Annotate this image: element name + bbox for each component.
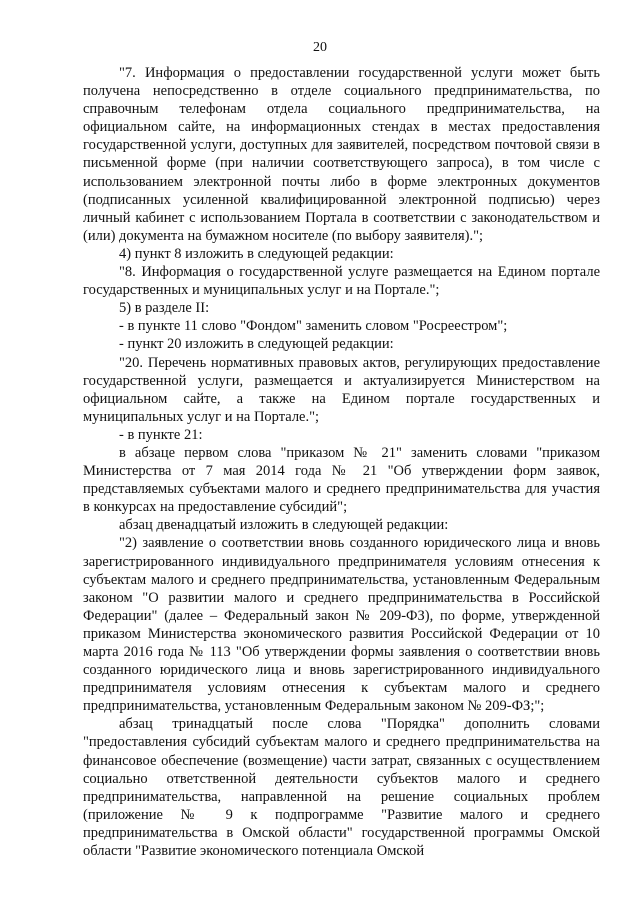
paragraph-amendment-5: 5) в разделе II: (119, 300, 210, 317)
page-number: 20 (313, 40, 327, 55)
paragraph-abzac-12-intro: абзац двенадцатый изложить в следующей редакции: (119, 517, 449, 534)
paragraph-item-7: "7. Информация о предоставлении государственной услуги может быть получена непосредственно в отделе социального предпринимательства, по справочным телефонам отдела социального предпринимательства, на официальном сайте, на информационных стендах в местах предоставления государственной услуги, доступных для заявителей, посредством почтовой связи в письменной форме (при наличии соответствующего запроса), в том числе с использованием электронной почты либо в форме электронных документов (подписанных усиленной квалифицированной электронной подписью) через личный кабинет с использованием Портала в соответствии с законодательством и (или) документа на бумажном носителе (по выбору заявителя)."; (83, 65, 600, 244)
paragraph-amendment-4: 4) пункт 8 изложить в следующей редакции: (119, 245, 394, 262)
paragraph-abzac-13: абзац тринадцатый после слова "Порядка" дополнить словами "предоставления субсидий субъектам малого и среднего предпринимательства на финансовое обеспечение (возмещение) части затрат, связанных с осуществлением социально ответственной деятельности субъектов малого и среднего предпринимательства, направленной на решение социальных проблем (приложение № 9 к подпрограмме "Развитие малого и среднего предпринимательства в Омской области" государственной программы Омской области "Развитие экономического потенциала Омской (83, 716, 600, 860)
paragraph-item-21-intro: - в пункте 21: (119, 426, 203, 443)
paragraph-item-8: "8. Информация о государственной услуге размещается на Едином портале государственных и муниципальных услуг и на Портале."; (83, 264, 600, 299)
paragraph-abzac-12: "2) заявление о соответствии вновь созданного юридического лица и вновь зарегистрированного индивидуального предпринимателя условиям отнесения к субъектам малого и среднего предпринимательства, установленным Федеральным законом "О развитии малого и среднего предпринимательства в Российской Федерации" (далее – Федеральный закон № 209-ФЗ), по форме, утвержденной приказом Министерства экономического развития Российской Федерации от 10 марта 2016 года № 113 "Об утверждении формы заявления о соответствии вновь созданного юридического лица и вновь зарегистрированного индивидуального предпринимателя условиям отнесения к субъектам малого и среднего предпринимательства, установленным Федеральным законом № 209-ФЗ;"; (83, 535, 600, 715)
paragraph-item-20-intro: - пункт 20 изложить в следующей редакции: (119, 336, 394, 353)
paragraph-item-11-change: - в пункте 11 слово "Фондом" заменить словом "Росреестром"; (119, 318, 508, 335)
paragraph-item-20: "20. Перечень нормативных правовых актов, регулирующих предоставление государственной услуги, размещается и актуализируется Министерством на официальном сайте, а также на Едином портале государственных и муниципальных услуг и на Портале."; (83, 354, 600, 425)
paragraph-abzac-1: в абзаце первом слова "приказом № 21" заменить словами "приказом Министерства от 7 мая 2014 года № 21 "Об утверждении форм заявок, представляемых субъектами малого и среднего предпринимательства для участия в конкурсах на предоставление субсидий"; (83, 444, 600, 516)
document-body (83, 64, 600, 860)
